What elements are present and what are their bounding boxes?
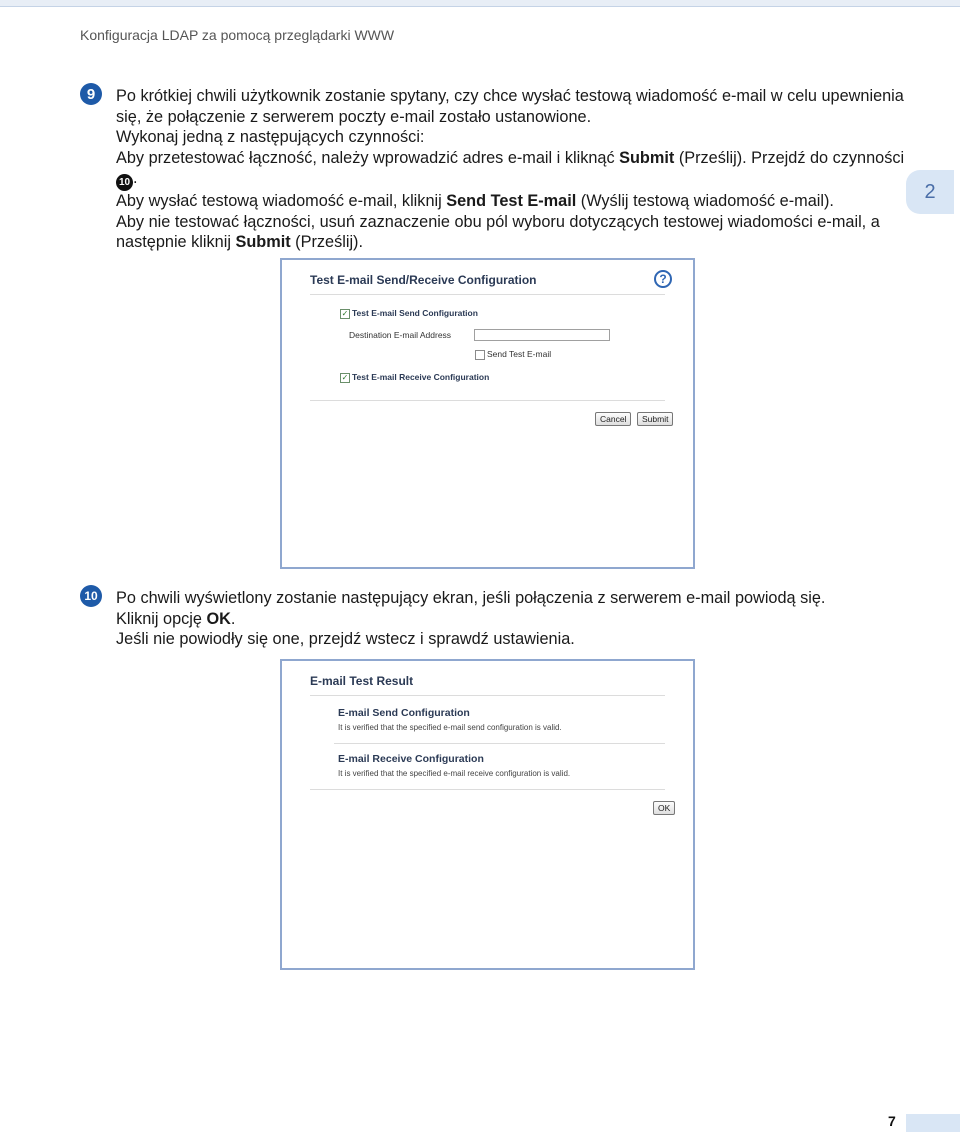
cancel-button[interactable]: Cancel <box>595 412 631 426</box>
divider <box>310 695 665 696</box>
destination-label: Destination E-mail Address <box>349 330 452 340</box>
screen-title: Test E-mail Send/Receive Configuration <box>310 273 537 287</box>
send-test-label: Send Test E-mail <box>487 349 552 359</box>
step-9-option-skip: Aby nie testować łączności, usuń zaznaczenie obu pól wyboru dotyczących testowej wiadomości e-mail, a następnie kliknij Submit (Prześlij). <box>116 212 880 251</box>
send-test-checkbox[interactable] <box>475 350 485 360</box>
step-9-intro: Po krótkiej chwili użytkownik zostanie spytany, czy chce wysłać testową wiadomość e-mail w celu upewnienia się, że połączenie z serwerem poczty e-mail zostało ustanowione. <box>116 87 904 126</box>
page-tab <box>906 1114 960 1132</box>
chapter-tab: 2 <box>906 170 954 214</box>
divider <box>310 400 665 401</box>
running-header: Konfiguracja LDAP za pomocą przeglądarki WWW <box>80 27 395 43</box>
step-10-intro: Po chwili wyświetlony zostanie następujący ekran, jeśli połączenia z serwerem e-mail powiodą się. <box>116 589 826 607</box>
step-9-option-send: Aby wysłać testową wiadomość e-mail, kliknij Send Test E-mail (Wyślij testową wiadomość e-mail). <box>116 192 834 210</box>
step-9-option-test: Aby przetestować łączność, należy wprowadzić adres e-mail i kliknąć Submit (Prześlij). Przejdź do czynności 10 . <box>116 148 906 192</box>
ok-button[interactable]: OK <box>653 801 675 815</box>
send-config-label: Test E-mail Send Configuration <box>352 308 478 318</box>
receive-result-desc: It is verified that the specified e-mail receive configuration is valid. <box>338 769 571 778</box>
divider <box>334 743 665 744</box>
divider <box>310 294 665 295</box>
receive-result-title: E-mail Receive Configuration <box>338 753 484 765</box>
step-10-badge: 10 <box>80 585 102 607</box>
step-10-ref-icon: 10 <box>116 174 133 191</box>
test-result-screenshot <box>280 659 695 970</box>
step-9-text <box>116 86 906 253</box>
step-9-instruction: Wykonaj jedną z następujących czynności: <box>116 128 425 146</box>
receive-config-checkbox[interactable]: ✓ <box>341 373 349 382</box>
help-icon[interactable]: ? <box>654 270 672 288</box>
step-9-badge: 9 <box>80 83 102 105</box>
send-result-desc: It is verified that the specified e-mail send configuration is valid. <box>338 723 562 732</box>
submit-term: Submit <box>235 233 291 251</box>
top-rule <box>0 0 960 7</box>
submit-term: Submit <box>619 148 675 167</box>
page-number: 7 <box>888 1113 896 1129</box>
test-config-screenshot <box>280 258 695 569</box>
receive-config-label: Test E-mail Receive Configuration <box>352 372 490 382</box>
screen-title: E-mail Test Result <box>310 674 414 688</box>
send-result-title: E-mail Send Configuration <box>338 707 470 719</box>
ok-term: OK <box>206 609 231 628</box>
divider <box>310 789 665 790</box>
step-10-click-ok: Kliknij opcję OK. <box>116 609 236 628</box>
step-10-text <box>116 588 906 650</box>
submit-button[interactable]: Submit <box>637 412 673 426</box>
step-10-failure-note: Jeśli nie powiodły się one, przejdź wstecz i sprawdź ustawienia. <box>116 630 575 648</box>
send-test-term: Send Test E-mail <box>446 192 577 210</box>
destination-email-input[interactable] <box>474 329 610 341</box>
send-config-checkbox[interactable]: ✓ <box>341 309 349 318</box>
